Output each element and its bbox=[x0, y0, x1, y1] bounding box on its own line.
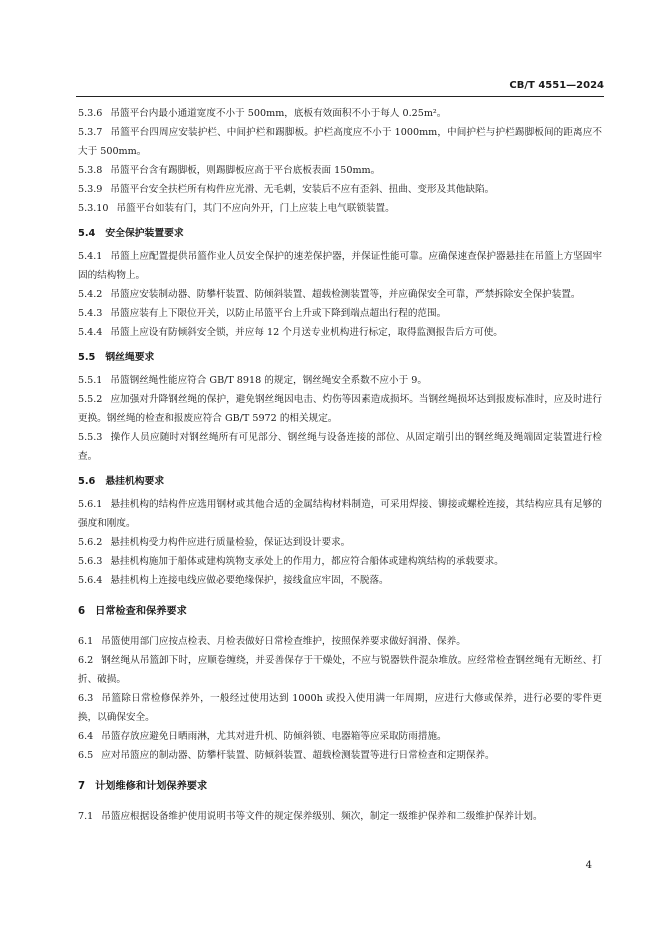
clause-number: 5.6.4 bbox=[78, 575, 103, 586]
clause-text: 吊篮平台如装有门，其门不应向外开，门上应装上电气联锁装置。 bbox=[116, 203, 395, 214]
clause-paragraph bbox=[78, 727, 602, 746]
document-body bbox=[78, 104, 602, 826]
clause-number: 6.5 bbox=[78, 750, 94, 761]
clause-paragraph bbox=[78, 323, 602, 342]
clause-number: 5.4 bbox=[78, 228, 96, 239]
clause-number: 5.6.2 bbox=[78, 537, 103, 548]
clause-text: 应对吊篮应的制动器、防攀杆装置、防倾斜装置、超载检测装置等进行日常检查和定期保养。 bbox=[101, 750, 495, 761]
header-rule bbox=[76, 96, 604, 97]
clause-text: 安全保护装置要求 bbox=[105, 228, 184, 239]
section-heading bbox=[78, 224, 602, 243]
clause-number: 5.6 bbox=[78, 476, 96, 487]
clause-number: 5.3.9 bbox=[78, 184, 103, 195]
clause-text: 吊篮存放应避免日晒雨淋，尤其对进升机、防倾斜锁、电器箱等应采取防雨措施。 bbox=[101, 731, 447, 742]
clause-paragraph bbox=[78, 104, 602, 123]
clause-paragraph bbox=[78, 651, 602, 689]
clause-paragraph bbox=[78, 807, 602, 826]
clause-text: 吊篮平台四周应安装护栏、中间护栏和踢脚板。护栏高度应不小于 1000mm，中间护栏与护栏踢脚板间的距离应不大于 500mm。 bbox=[78, 127, 602, 157]
clause-text: 吊篮上应设有防倾斜安全锁，并应每 12 个月送专业机构进行标定，取得监测报告后方可使。 bbox=[110, 327, 503, 338]
clause-number: 5.5 bbox=[78, 352, 96, 363]
clause-number: 6.2 bbox=[78, 655, 94, 666]
clause-number: 5.5.2 bbox=[78, 394, 103, 405]
clause-paragraph bbox=[78, 285, 602, 304]
clause-paragraph bbox=[78, 390, 602, 428]
section-heading bbox=[78, 472, 602, 491]
clause-number: 7 bbox=[78, 781, 86, 792]
clause-paragraph bbox=[78, 180, 602, 199]
clause-number: 6.4 bbox=[78, 731, 94, 742]
clause-text: 悬挂机构上连接电线应做必要绝缘保护，接线盒应牢固，不脱落。 bbox=[110, 575, 389, 586]
clause-number: 5.5.3 bbox=[78, 432, 103, 443]
clause-paragraph bbox=[78, 632, 602, 651]
clause-number: 5.3.10 bbox=[78, 203, 109, 214]
clause-paragraph bbox=[78, 247, 602, 285]
clause-text: 吊篮使用部门应按点检表、月检表做好日常检查维护，按照保养要求做好润滑、保养。 bbox=[101, 636, 466, 647]
clause-text: 吊篮平台安全扶栏所有构件应光滑、无毛刺，安装后不应有歪斜、扭曲、变形及其他缺陷。 bbox=[110, 184, 495, 195]
clause-paragraph bbox=[78, 746, 602, 765]
page-number: 4 bbox=[585, 860, 592, 871]
clause-number: 6.1 bbox=[78, 636, 94, 647]
clause-text: 吊篮应安装制动器、防攀杆装置、防倾斜装置、超载检测装置等，并应确保安全可靠，严禁拆除安全保护装置。 bbox=[110, 289, 581, 300]
clause-text: 悬挂机构的结构件应选用钢材或其他合适的金属结构材料制造，可采用焊接、铆接或螺栓连接，其结构应具有足够的强度和刚度。 bbox=[78, 499, 602, 529]
clause-number: 5.4.1 bbox=[78, 251, 103, 262]
clause-number: 5.5.1 bbox=[78, 375, 103, 386]
clause-paragraph bbox=[78, 571, 602, 590]
section-heading bbox=[78, 348, 602, 367]
clause-number: 7.1 bbox=[78, 811, 94, 822]
clause-paragraph bbox=[78, 123, 602, 161]
clause-text: 操作人员应随时对钢丝绳所有可见部分、钢丝绳与设备连接的部位、从固定端引出的钢丝绳及绳端固定装置进行检查。 bbox=[78, 432, 602, 462]
chapter-heading bbox=[78, 602, 602, 622]
clause-paragraph bbox=[78, 533, 602, 552]
clause-number: 5.4.4 bbox=[78, 327, 103, 338]
clause-text: 吊篮平台内最小通道宽度不小于 500mm，底板有效面积不小于每人 0.25m²。 bbox=[110, 108, 447, 119]
clause-text: 吊篮应装有上下限位开关，以防止吊篮平台上升或下降到端点超出行程的范围。 bbox=[110, 308, 447, 319]
clause-number: 6.3 bbox=[78, 693, 94, 704]
clause-number: 5.3.6 bbox=[78, 108, 103, 119]
clause-paragraph bbox=[78, 689, 602, 727]
clause-text: 吊篮应根据设备维护使用说明书等文件的规定保养级别、频次，制定一级维护保养和二级维护保养计划。 bbox=[101, 811, 543, 822]
document-code: CB/T 4551—2024 bbox=[509, 80, 604, 91]
clause-text: 日常检查和保养要求 bbox=[95, 606, 187, 617]
clause-number: 5.4.2 bbox=[78, 289, 103, 300]
clause-text: 计划维修和计划保养要求 bbox=[95, 781, 208, 792]
clause-text: 悬挂机构要求 bbox=[105, 476, 165, 487]
clause-paragraph bbox=[78, 495, 602, 533]
clause-paragraph bbox=[78, 428, 602, 466]
chapter-heading bbox=[78, 777, 602, 797]
clause-text: 吊篮钢丝绳性能应符合 GB/T 8918 的规定，钢丝绳安全系数不应小于 9。 bbox=[110, 375, 427, 386]
clause-number: 5.3.7 bbox=[78, 127, 103, 138]
clause-paragraph bbox=[78, 304, 602, 323]
clause-number: 6 bbox=[78, 606, 86, 617]
clause-paragraph bbox=[78, 371, 602, 390]
clause-number: 5.4.3 bbox=[78, 308, 103, 319]
clause-text: 吊篮上应配置提供吊篮作业人员安全保护的速差保护器，并保证性能可靠。应确保速查保护器悬挂在吊篮上方坚固牢固的结构物上。 bbox=[78, 251, 602, 281]
clause-paragraph bbox=[78, 552, 602, 571]
clause-number: 5.6.1 bbox=[78, 499, 103, 510]
clause-text: 吊篮除日常检修保养外，一般经过使用达到 1000h 或投入使用满一年周期，应进行大修或保养，进行必要的零件更换，以确保安全。 bbox=[78, 693, 602, 723]
clause-paragraph bbox=[78, 199, 602, 218]
clause-text: 悬挂机构施加于船体或建构筑物支承处上的作用力，都应符合船体或建构筑结构的承载要求。 bbox=[110, 556, 504, 567]
clause-text: 悬挂机构受力构件应进行质量检验，保证达到设计要求。 bbox=[110, 537, 351, 548]
clause-text: 应加强对升降钢丝绳的保护，避免钢丝绳因电击、灼伤等因素造成损坏。当钢丝绳损坏达到报废标准时，应及时进行更换。钢丝绳的检查和报废应符合 GB/T 5972 的相关规定。 bbox=[78, 394, 602, 424]
clause-text: 钢丝绳从吊篮卸下时，应顺卷缠绕，并妥善保存于干燥处，不应与锐器铁件混杂堆放。应经常检查钢丝绳有无断丝、打折、破损。 bbox=[78, 655, 602, 685]
clause-text: 钢丝绳要求 bbox=[105, 352, 155, 363]
clause-paragraph bbox=[78, 161, 602, 180]
clause-number: 5.3.8 bbox=[78, 165, 103, 176]
clause-number: 5.6.3 bbox=[78, 556, 103, 567]
clause-text: 吊篮平台含有踢脚板，则踢脚板应高于平台底板表面 150mm。 bbox=[110, 165, 381, 176]
